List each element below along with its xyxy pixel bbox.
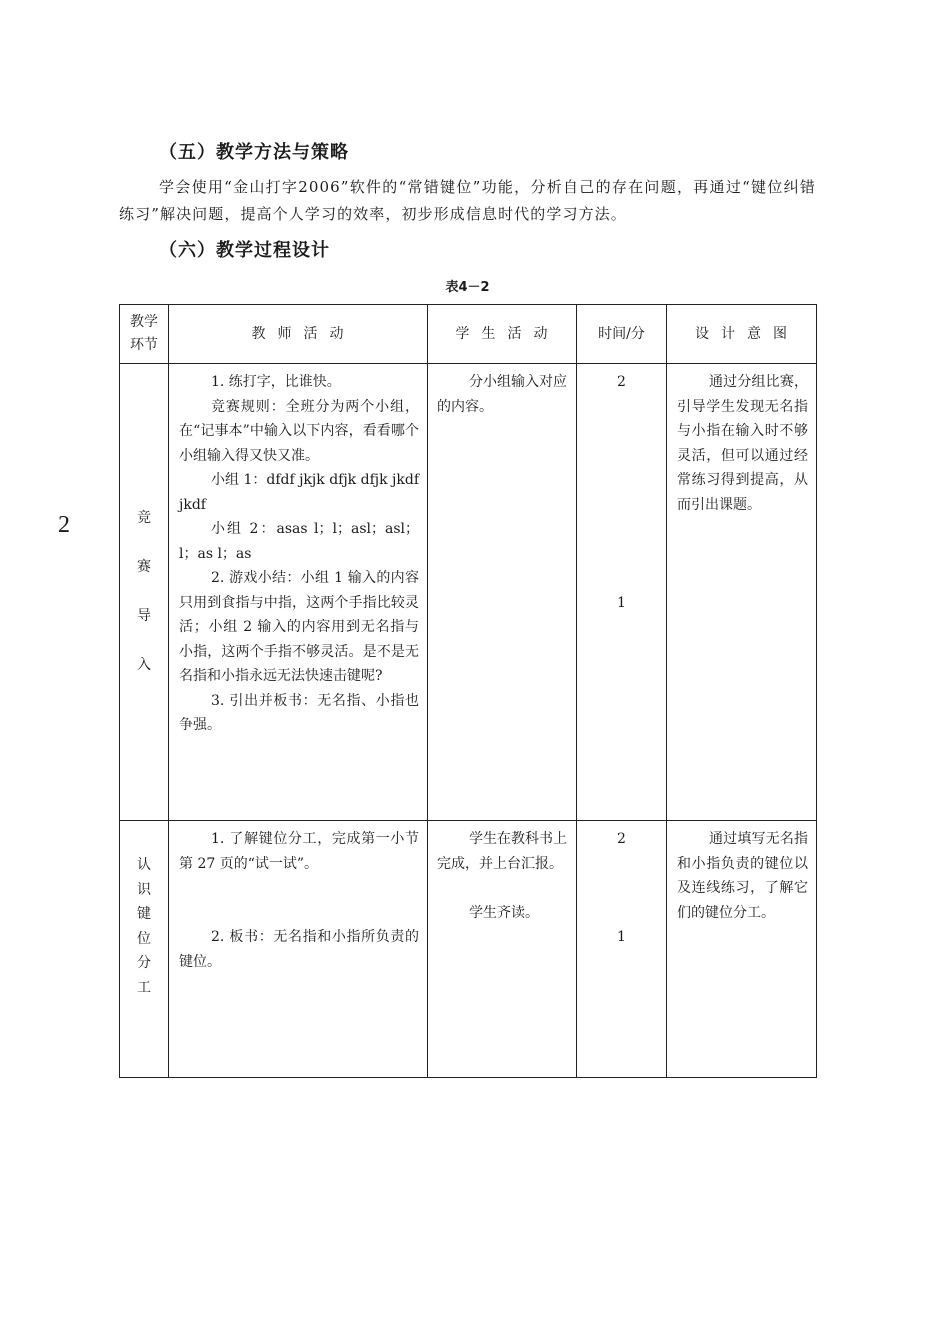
teacher-activity-cell — [169, 821, 428, 1078]
header-phase: 教学环节 — [120, 305, 169, 364]
teacher-item: 1. 练打字，比谁快。 — [211, 374, 341, 390]
teacher-item: 竞赛规则：全班分为两个小组，在“记事本”中输入以下内容，看看哪个小组输入得又快又准。 — [179, 398, 419, 464]
header-teacher-activity: 教师活动 — [169, 305, 428, 364]
phase-cell: 认识键位分工 — [120, 821, 169, 1078]
page-number: 2 — [58, 512, 70, 538]
table-row — [120, 364, 817, 821]
student-item: 学生齐读。 — [469, 904, 539, 921]
time-value: 2 — [617, 831, 626, 847]
time-cell — [577, 821, 667, 1078]
section6-heading: （六）教学过程设计 — [159, 240, 330, 261]
table-caption: 表4－2 — [445, 280, 490, 295]
design-intent-cell — [667, 821, 817, 1078]
design-intent-cell — [667, 364, 817, 821]
time-cell — [577, 364, 667, 821]
teacher-item: 小组 1：dfdf jkjk dfjk dfjk jkdf jkdf — [179, 472, 419, 513]
student-item: 分小组输入对应的内容。 — [437, 374, 567, 415]
teacher-item: 3. 引出并板书：无名指、小指也争强。 — [179, 692, 419, 733]
section5-body: 学会使用“金山打字2006”软件的“常错键位”功能，分析自己的存在问题，再通过“键位纠错练习”解决问题，提高个人学习的效率，初步形成信息时代的学习方法。 — [119, 178, 816, 223]
header-design-intent: 设计意图 — [667, 305, 817, 364]
time-value: 1 — [617, 594, 626, 611]
table-header-row — [120, 305, 817, 364]
time-value: 2 — [617, 374, 626, 390]
student-activity-cell — [428, 364, 577, 821]
teacher-item: 1. 了解键位分工，完成第一小节第 27 页的“试一试”。 — [179, 831, 419, 872]
page-content — [119, 140, 816, 1078]
student-activity-cell — [428, 821, 577, 1078]
teacher-activity-cell — [169, 364, 428, 821]
table-row — [120, 821, 817, 1078]
teacher-item: 2. 板书：无名指和小指所负责的键位。 — [179, 929, 419, 970]
teacher-item: 2. 游戏小结：小组 1 输入的内容只用到食指与中指，这两个手指比较灵活；小组 2 输入的内容用到无名指与小指，这两个手指不够灵活。是不是无名指和小指永远无法快速击键呢? — [179, 570, 419, 684]
header-student-activity: 学生活动 — [428, 305, 577, 364]
teacher-item: 小组 2：asas l；l；asl；asl；l；as l；as — [179, 521, 419, 562]
phase-cell: 竞赛导入 — [120, 364, 169, 821]
design-item: 通过分组比赛，引导学生发现无名指与小指在输入时不够灵活，但可以通过经常练习得到提高，从而引出课题。 — [677, 374, 808, 513]
design-item: 通过填写无名指和小指负责的键位以及连线练习，了解它们的键位分工。 — [677, 831, 808, 921]
teaching-process-table — [119, 304, 817, 1078]
section5-heading: （五）教学方法与策略 — [159, 142, 349, 163]
header-time: 时间/分 — [577, 305, 667, 364]
student-item: 学生在教科书上完成，并上台汇报。 — [437, 831, 567, 872]
time-value: 1 — [617, 928, 626, 945]
